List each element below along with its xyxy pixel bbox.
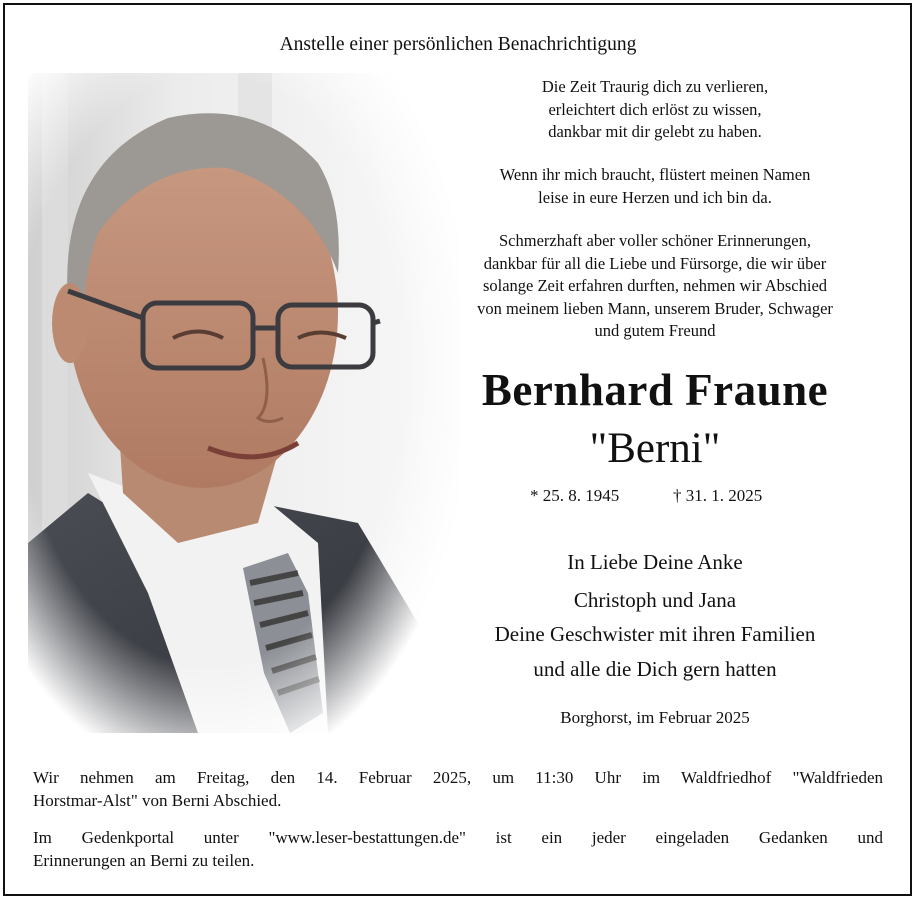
mourner-line: In Liebe Deine Anke bbox=[567, 550, 743, 574]
mourner-line: Christoph und Jana bbox=[573, 588, 737, 612]
poem-line: erleichtert dich erlöst zu wissen, bbox=[548, 99, 762, 119]
poem-line: und gutem Freund bbox=[594, 321, 716, 340]
poem-line: Wenn ihr mich braucht, flüstert meinen Namen bbox=[499, 165, 811, 184]
birth-date: * 25. 8. 1945 bbox=[530, 486, 620, 505]
death-date: † 31. 1. 2025 bbox=[673, 486, 763, 505]
poem-line: dankbar für all die Liebe und Fürsorge, die wir über bbox=[483, 253, 827, 273]
header-line: Anstelle einer persönlichen Benachrichtigung bbox=[279, 34, 637, 55]
deceased-name: Bernhard Fraune bbox=[481, 365, 829, 415]
notice-line: Im Gedenkportal unter "www.leser-bestattungen.de" ist ein jeder eingeladen Gedanken und bbox=[33, 828, 883, 847]
deceased-nickname: "Berni" bbox=[589, 425, 721, 472]
poem-line: solange Zeit erfahren durften, nehmen wir Abschied bbox=[482, 276, 828, 295]
portrait-photo bbox=[28, 73, 460, 733]
poem-stanza-2 bbox=[430, 164, 880, 209]
poem-stanza-1 bbox=[430, 76, 880, 144]
poem-line: Schmerzhaft aber voller schöner Erinnerungen, bbox=[499, 231, 811, 250]
poem-line: dankbar mit dir gelebt zu haben. bbox=[548, 122, 762, 141]
notice-line: Wir nehmen am Freitag, den 14. Februar 2025, um 11:30 Uhr im Waldfriedhof "Waldfrieden bbox=[33, 768, 883, 787]
notice-line: Horstmar-Alst" von Berni Abschied. bbox=[33, 791, 282, 810]
poem-line: Die Zeit Traurig dich zu verlieren, bbox=[541, 77, 769, 96]
notice-line: Erinnerungen an Berni zu teilen. bbox=[33, 851, 255, 870]
memorial-portal-notice bbox=[33, 826, 883, 872]
mourner-line: und alle die Dich gern hatten bbox=[533, 657, 777, 681]
poem-line: leise in eure Herzen und ich bin da. bbox=[538, 187, 772, 207]
place-date: Borghorst, im Februar 2025 bbox=[560, 708, 750, 727]
poem-stanza-3 bbox=[430, 230, 880, 343]
poem-line: von meinem lieben Mann, unserem Bruder, Schwager bbox=[477, 298, 833, 318]
mourner-line: Deine Geschwister mit ihren Familien bbox=[494, 622, 816, 646]
funeral-notice bbox=[33, 766, 883, 812]
